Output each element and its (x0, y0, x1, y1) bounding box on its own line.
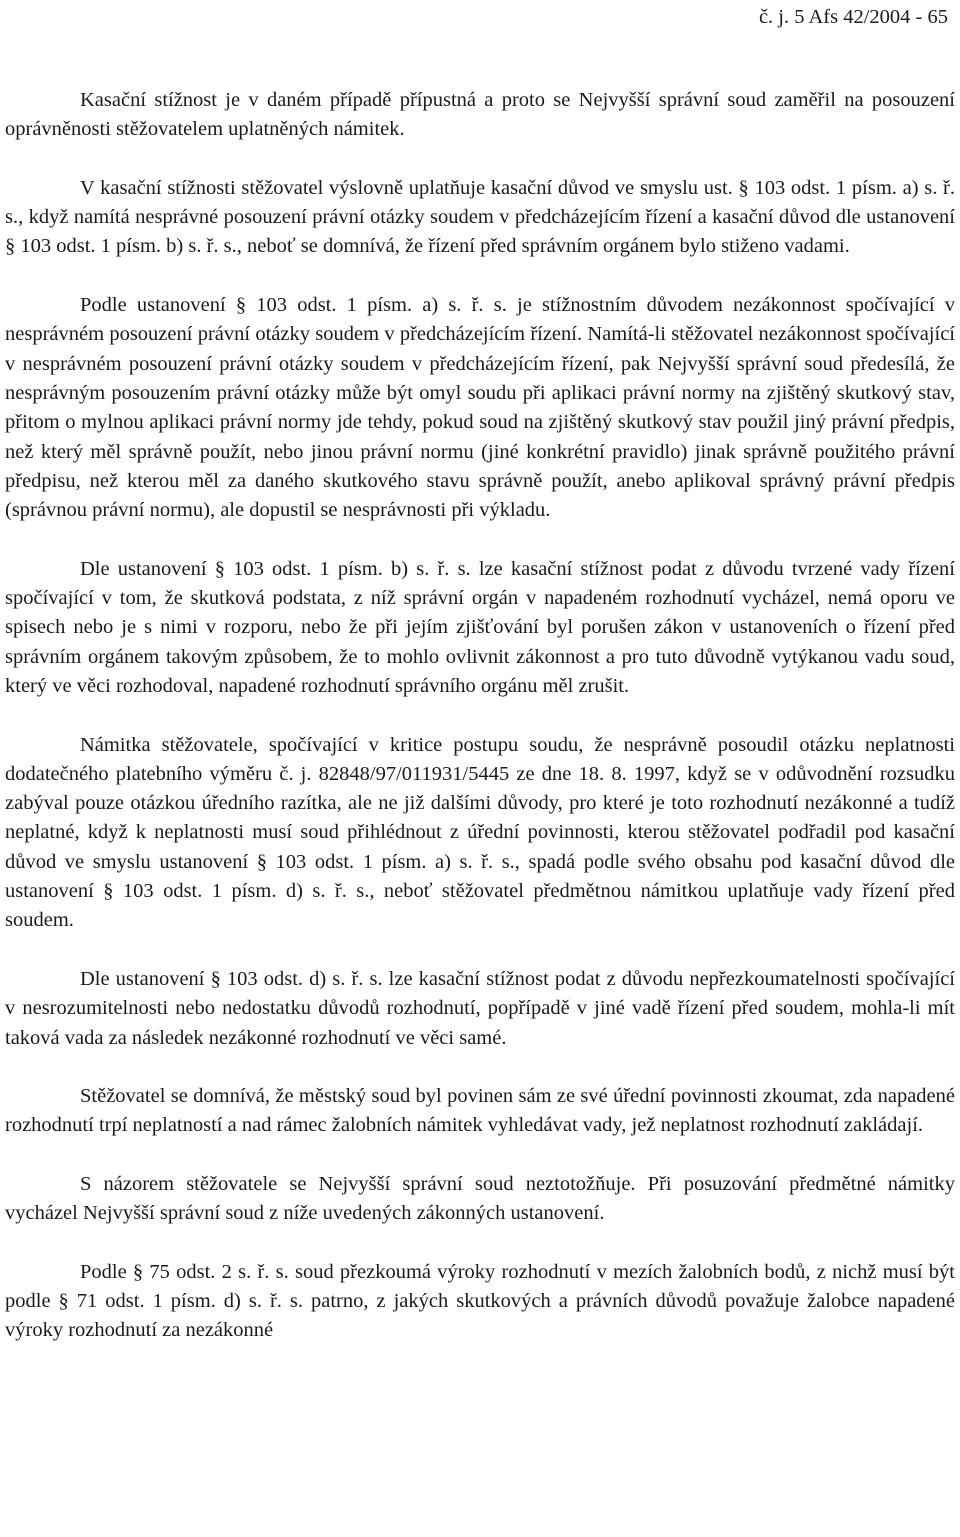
paragraph-cassation-grounds: V kasační stížnosti stěžovatel výslovně uplatňuje kasační důvod ve smyslu ust. § 103 odst. 1 písm. a) s. ř. s., když namítá nesprávné posouzení právní otázky soudem v předcházejícím řízení a kasační důvod dle ustanovení § 103 odst. 1 písm. b) s. ř. s., neboť se domnívá, že řízení před správním orgánem bylo stiženo vadami. (5, 176, 955, 258)
paragraph-complainant-objection: Námitka stěžovatele, spočívající v kritice postupu soudu, že nesprávně posoudil otázku neplatnosti dodatečného platebního výměru č. j. 82848/97/011931/5445 ze dne 18. 8. 1997, když se v odůvodnění rozsudku zabýval pouze otázkou úředního razítka, ale ne již dalšími důvody, pro které je toto rozhodnutí nezákonné a tudíž neplatné, když k neplatnosti musí soud přihlédnout z úřední povinnosti, kterou stěžovatel podřadil pod kasační důvod ve smyslu ustanovení § 103 odst. 1 písm. a) s. ř. s., spadá podle svého obsahu pod kasační důvod dle ustanovení § 103 odst. 1 písm. d) s. ř. s., neboť stěžovatel předmětnou námitkou uplatňuje vady řízení před soudem. (5, 733, 955, 932)
document-body (5, 86, 955, 1346)
paragraph-review-limits: Podle § 75 odst. 2 s. ř. s. soud přezkoumá výroky rozhodnutí v mezích žalobních bodů, z nichž musí být podle § 71 odst. 1 písm. d) s. ř. s. patrno, z jakých skutkových a právních důvodů považuje žalobce napadené výroky rozhodnutí za nezákonné (5, 1260, 955, 1342)
paragraph-complainant-opinion: Stěžovatel se domnívá, že městský soud byl povinen sám ze své úřední povinnosti zkoumat, zda napadené rozhodnutí trpí neplatností a nad rámec žalobních námitek vyhledávat vady, jež neplatnost rozhodnutí zakládají. (5, 1085, 955, 1137)
paragraph-procedure-defect: Dle ustanovení § 103 odst. 1 písm. b) s. ř. s. lze kasační stížnost podat z důvodu tvrzené vady řízení spočívající v tom, že skutková podstata, z níž správní orgán v napadeném rozhodnutí vycházel, nemá oporu ve spisech nebo je s nimi v rozporu, nebo že při jejím zjišťování byl porušen zákon v ustanoveních o řízení před správním orgánem takovým způsobem, že to mohlo ovlivnit zákonnost a pro tuto důvodně vytýkanou vadu soud, který ve věci rozhodoval, napadené rozhodnutí správního orgánu měl zrušit. (5, 557, 955, 697)
paragraph-court-disagrees: S názorem stěžovatele se Nejvyšší správní soud neztotožňuje. Při posuzování předmětné námitky vycházel Nejvyšší správní soud z níže uvedených zákonných ustanovení. (5, 1172, 955, 1225)
case-number: č. j. 5 Afs 42/2004 - 65 (758, 6, 948, 28)
paragraph-unreviewability: Dle ustanovení § 103 odst. d) s. ř. s. lze kasační stížnost podat z důvodu nepřezkoumatelnosti spočívající v nesrozumitelnosti nebo nedostatku důvodů rozhodnutí, popřípadě v jiné vadě řízení před soudem, mohla-li mít taková vada za následek nezákonné rozhodnutí ve věci samé. (5, 967, 955, 1049)
paragraph-legal-question: Podle ustanovení § 103 odst. 1 písm. a) s. ř. s. je stížnostním důvodem nezákonnost spočívající v nesprávném posouzení právní otázky soudem v předcházejícím řízení. Namítá-li stěžovatel nezákonnost spočívající v nesprávném posouzení právní otázky soudem v předcházejícím řízení, pak Nejvyšší správní soud předesílá, že nesprávným posouzením právní otázky může být omyl soudu při aplikaci právní normy na zjištěný skutkový stav, přitom o mylnou aplikaci právní normy jde tehdy, pokud soud na zjištěný skutkový stav použil jiný právní předpis, než který měl správně použít, nebo jinou právní normu (jiné konkrétní pravidlo) jinak správně použitého právní předpisu, než kterou měl za daného skutkového stavu správně použít, anebo aplikoval správný právní předpis (správnou právní normu), ale dopustil se nesprávnosti při výkladu. (5, 294, 955, 522)
paragraph-admissibility: Kasační stížnost je v daném případě přípustná a proto se Nejvyšší správní soud zaměřil na posouzení oprávněnosti stěžovatelem uplatněných námitek. (5, 89, 955, 141)
